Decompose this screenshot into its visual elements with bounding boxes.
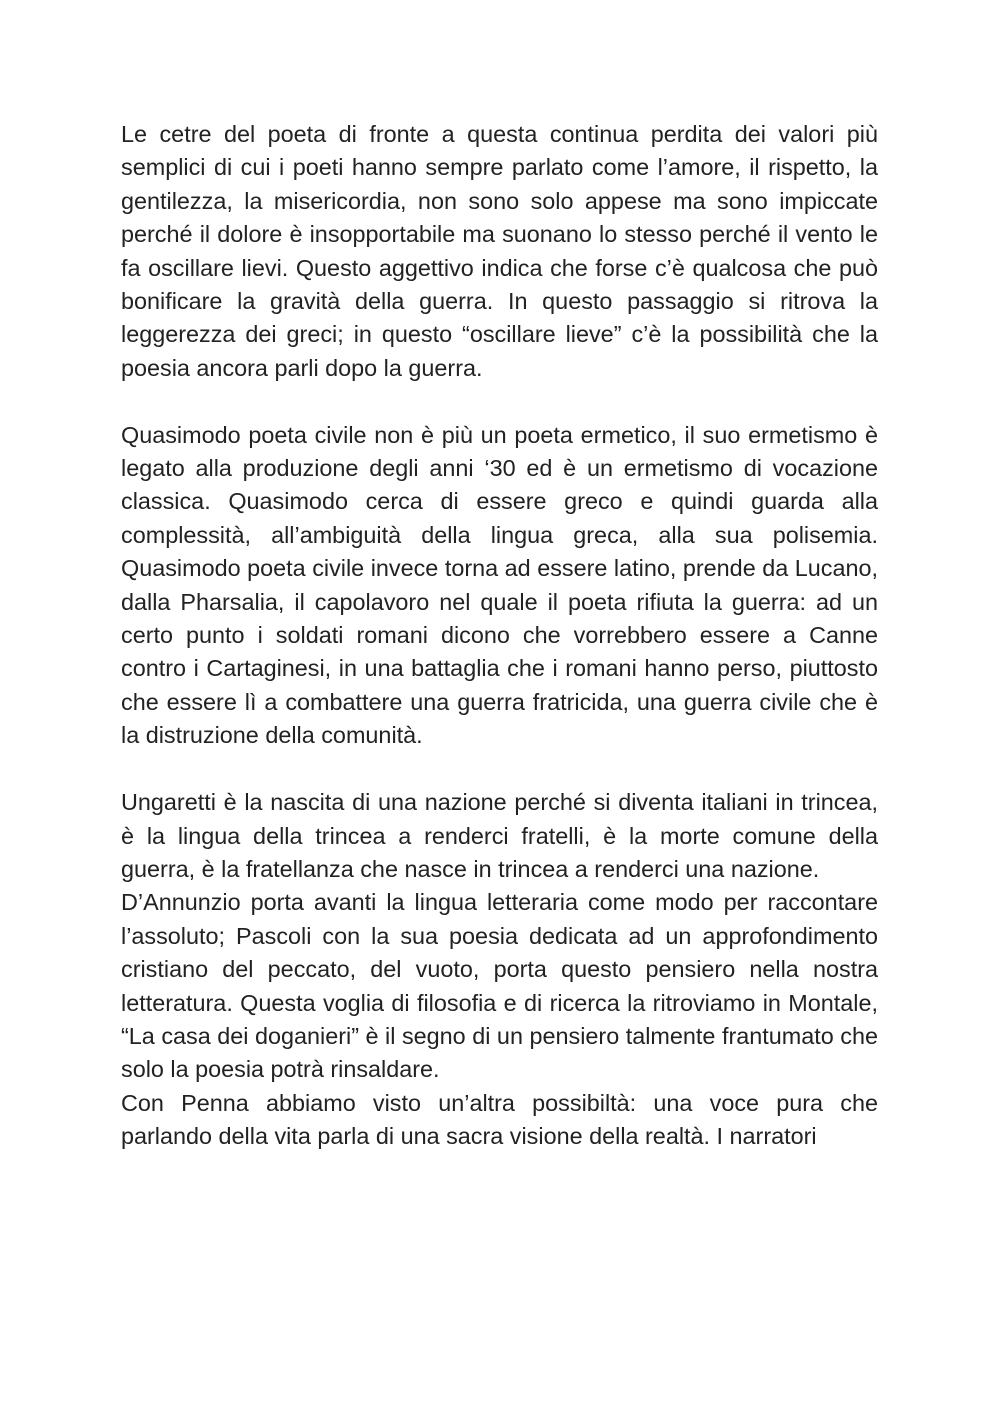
document-page (121, 118, 878, 1154)
paragraph-dannunzio: D’Annunzio porta avanti la lingua letteraria come modo per raccontare l’assoluto; Pascoli con la sua poesia dedicata ad un approfondimento cristiano del peccato, del vuoto, porta questo pensiero nella nostra letteratura. Questa voglia di filosofia e di ricerca la ritroviamo in Montale, “La casa dei doganieri” è il segno di un pensiero talmente frantumato che solo la poesia potrà rinsaldare. (121, 889, 878, 1083)
paragraph-ungaretti: Ungaretti è la nascita di una nazione perché si diventa italiani in trincea, è la lingua della trincea a renderci fratelli, è la morte comune della guerra, è la fratellanza che nasce in trincea a renderci una nazione. (121, 789, 878, 882)
paragraph-penna: Con Penna abbiamo visto un’altra possibiltà: una voce pura che parlando della vita parla di una sacra visione della realtà. I narratori (121, 1089, 878, 1150)
paragraph-cetre: Le cetre del poeta di fronte a questa continua perdita dei valori più semplici di cui i poeti hanno sempre parlato come l’amore, il rispetto, la gentilezza, la misericordia, non sono solo appese ma sono impiccate perché il dolore è insopportabile ma suonano lo stesso perché il vento le fa oscillare lievi. Questo aggettivo indica che forse c’è qualcosa che può bonificare la gravità della guerra. In questo passaggio si ritrova la leggerezza dei greci; in questo “oscillare lieve” c’è la possibilità che la poesia ancora parli dopo la guerra. (121, 121, 878, 381)
paragraph-quasimodo: Quasimodo poeta civile non è più un poeta ermetico, il suo ermetismo è legato alla produzione degli anni ‘30 ed è un ermetismo di vocazione classica. Quasimodo cerca di essere greco e quindi guarda alla complessità, all’ambiguità della lingua greca, alla sua polisemia. Quasimodo poeta civile invece torna ad essere latino, prende da Lucano, dalla Pharsalia, il capolavoro nel quale il poeta rifiuta la guerra: ad un certo punto i soldati romani dicono che vorrebbero essere a Canne contro i Cartaginesi, in una battaglia che i romani hanno perso, piuttosto che essere lì a combattere una guerra fratricida, una guerra civile che è la distruzione della comunità. (121, 421, 878, 749)
